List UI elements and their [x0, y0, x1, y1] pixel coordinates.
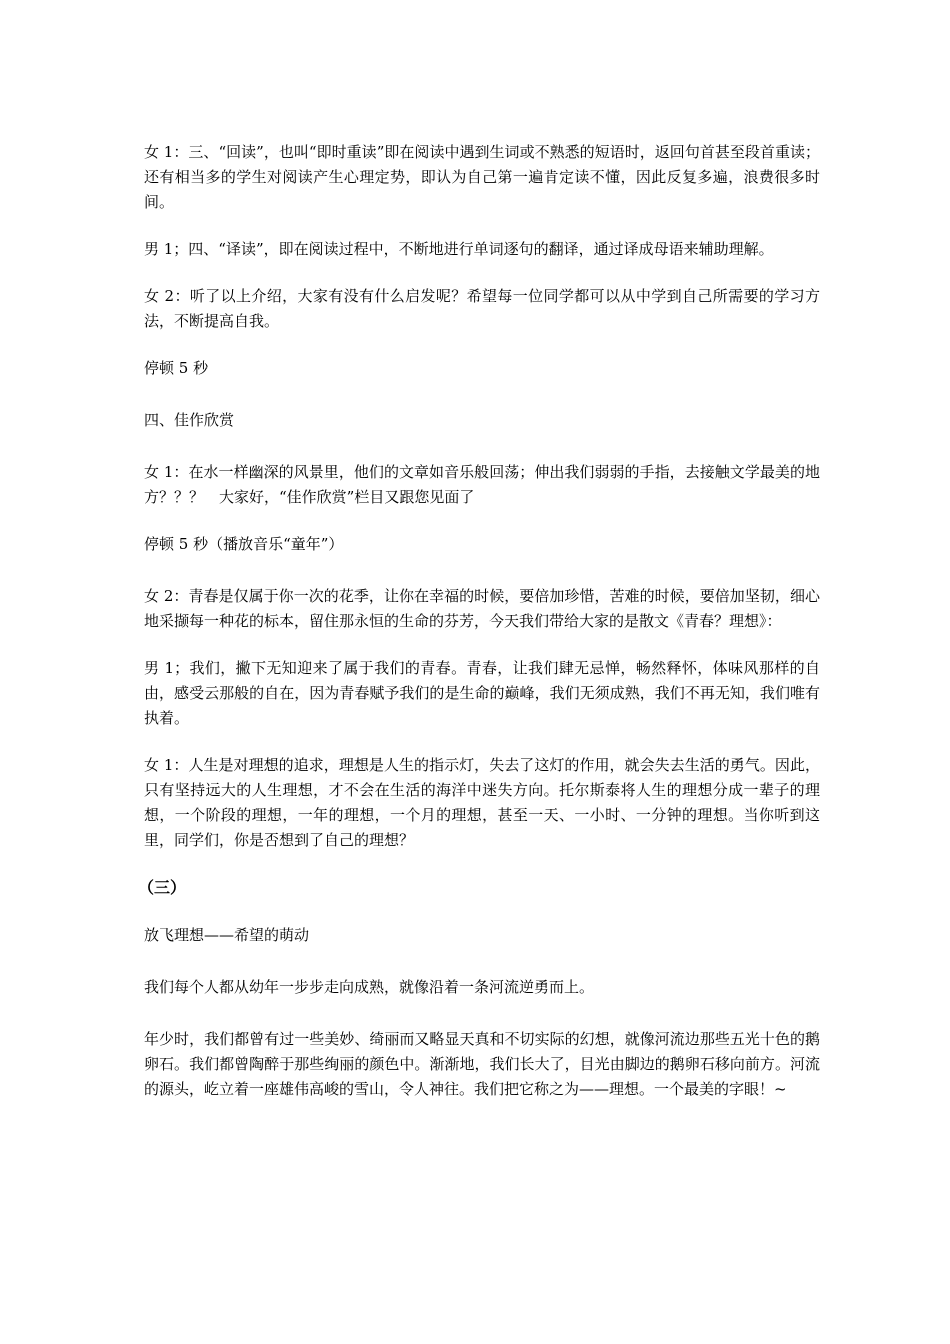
paragraph-subtitle: 放飞理想——希望的萌动	[144, 926, 310, 944]
section-heading: （三）	[138, 878, 187, 897]
paragraph-youth: 女 2：青春是仅属于你一次的花季，让你在幸福的时候，要倍加珍惜，苦难的时候，要倍加坚韧，细心地采撷每一种花的标本，留住那永恒的生命的芬芳，今天我们带给大家的是散文《青春？理想》：	[144, 587, 820, 630]
paragraph-section-four: 四、佳作欣赏	[144, 411, 235, 429]
paragraph-appreciation-intro: 女 1：在水一样幽深的风景里，他们的文章如音乐般回荡；伸出我们弱弱的手指，去接触文学最美的地方？？？ 大家好，“佳作欣赏”栏目又跟您见面了	[144, 463, 820, 506]
paragraph-river: 我们每个人都从幼年一步步走向成熟，就像沿着一条河流逆勇而上。	[144, 978, 595, 996]
paragraph-reread: 女 1：三、“回读”，也叫“即时重读”即在阅读中遇到生词或不熟悉的短语时，返回句首甚至段首重读；还有相当多的学生对阅读产生心理定势，即认为自己第一遍肯定读不懂，因此反复多遍，浪费很多时间。	[144, 143, 820, 211]
paragraph-youth-dreams: 年少时，我们都曾有过一些美妙、绮丽而又略显天真和不切实际的幻想，就像河流边那些五光十色的鹅卵石。我们都曾陶醉于那些绚丽的颜色中。渐渐地，我们长大了，目光由脚边的鹅卵石移向前方。河流的源头，屹立着一座雄伟高峻的雪山，令人神往。我们把它称之为——理想。一个最美的字眼！~	[144, 1030, 820, 1098]
paragraph-inspiration: 女 2：听了以上介绍，大家有没有什么启发呢？希望每一位同学都可以从中学到自己所需要的学习方法，不断提高自我。	[144, 287, 820, 330]
paragraph-translate-read: 男 1；四、“译读”，即在阅读过程中，不断地进行单词逐句的翻译，通过译成母语来辅助理解。	[144, 240, 774, 258]
paragraph-pause-1: 停顿 5 秒	[144, 359, 209, 377]
paragraph-pause-2: 停顿 5 秒（播放音乐“童年”）	[144, 535, 344, 553]
document-body	[138, 140, 820, 1124]
paragraph-youth-reading: 男 1；我们，撇下无知迎来了属于我们的青春。青春，让我们肆无忌惮，畅然释怀，体味风那样的自由，感受云那般的自在，因为青春赋予我们的是生命的巅峰，我们无须成熟，我们不再无知，我们唯有执着。	[144, 659, 820, 727]
paragraph-ideal: 女 1：人生是对理想的追求，理想是人生的指示灯，失去了这灯的作用，就会失去生活的勇气。因此，只有坚持远大的人生理想，才不会在生活的海洋中迷失方向。托尔斯泰将人生的理想分成一辈子的理想，一个阶段的理想，一年的理想，一个月的理想，甚至一天、一小时、一分钟的理想。当你听到这里，同学们，你是否想到了自己的理想？	[144, 756, 820, 849]
